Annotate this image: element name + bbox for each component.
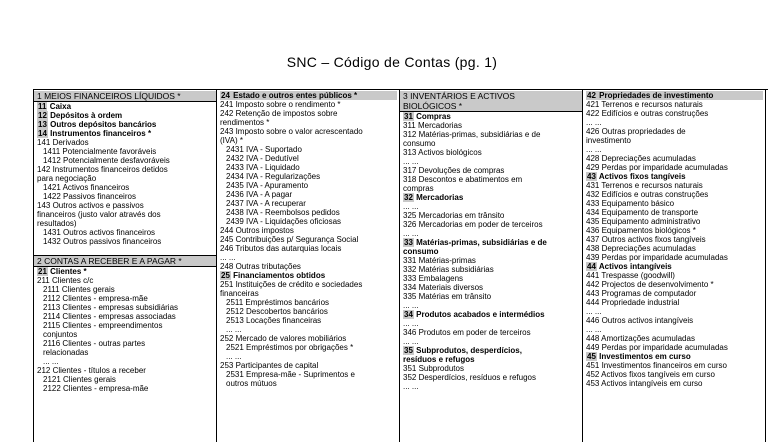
account-line <box>220 208 397 217</box>
account-label: 143 Outros activos e passivos <box>37 201 144 210</box>
account-label: ... ... <box>403 229 419 238</box>
account-label: ... ... <box>586 118 602 127</box>
account-line <box>220 361 397 370</box>
account-label: Mercadorias <box>416 193 464 202</box>
account-label: 335 Matérias em trânsito <box>403 292 492 301</box>
section-heading <box>400 101 582 112</box>
account-label: 332 Matérias subsidiárias <box>403 265 494 274</box>
account-line <box>586 334 763 343</box>
account-number: 34 <box>404 310 413 319</box>
account-line <box>220 334 397 343</box>
account-label: 212 Clientes - títulos a receber <box>37 366 146 375</box>
account-label: 2434 IVA - Regularizações <box>226 172 321 181</box>
account-label: ... ... <box>403 157 419 166</box>
account-line <box>403 229 580 238</box>
account-line <box>403 382 580 391</box>
account-line <box>403 328 580 337</box>
account-line <box>220 307 397 316</box>
account-label: ... ... <box>226 352 242 361</box>
account-number: 21 <box>38 267 47 276</box>
account-line <box>586 226 763 235</box>
account-line <box>220 190 397 199</box>
account-label: 334 Materiais diversos <box>403 283 484 292</box>
account-label: 438 Depreciações acumuladas <box>586 244 696 253</box>
account-label: 245 Contribuições p/ Segurança Social <box>220 235 359 244</box>
account-label: 318 Descontos e abatimentos em <box>403 175 523 184</box>
column-4 <box>583 90 766 442</box>
account-line <box>37 147 214 156</box>
account-line <box>403 166 580 175</box>
account-line <box>220 343 397 352</box>
account-line <box>37 312 214 321</box>
account-label: 2 CONTAS A RECEBER E A PAGAR * <box>37 256 182 266</box>
account-group <box>403 247 580 256</box>
account-label: 2115 Clientes - empreendimentos <box>43 321 163 330</box>
account-line <box>403 175 580 184</box>
section-heading <box>34 255 216 267</box>
account-label: 211 Clientes c/c <box>37 276 94 285</box>
account-label: Instrumentos financeiros * <box>50 129 152 138</box>
account-label: 2122 Clientes - empresa-mãe <box>43 384 149 393</box>
account-number: 14 <box>38 129 47 138</box>
account-line <box>220 352 397 361</box>
account-line <box>586 289 763 298</box>
account-label: Outros depósitos bancários <box>50 120 157 129</box>
account-label: 1421 Activos financeiros <box>43 183 130 192</box>
account-line <box>37 276 214 285</box>
account-label: 434 Equipamento de transporte <box>586 208 699 217</box>
account-label: resíduos e refugos <box>403 355 475 364</box>
account-label: 2436 IVA - A pagar <box>226 190 293 199</box>
account-label: 451 Investimentos financeiros em curso <box>586 361 727 370</box>
account-label: 248 Outras tributações <box>220 262 301 271</box>
account-label: para negociação <box>37 174 97 183</box>
account-label: ... ... <box>220 253 236 262</box>
account-label: 2114 Clientes - empresas associadas <box>43 312 176 321</box>
account-line <box>586 163 763 172</box>
account-label: Clientes * <box>50 267 87 276</box>
account-line <box>220 262 397 271</box>
account-line <box>220 118 397 127</box>
account-number: 12 <box>38 111 47 120</box>
account-group <box>220 91 397 100</box>
account-label: (IVA) * <box>220 136 243 145</box>
account-label: 428 Depreciações acumuladas <box>586 154 696 163</box>
account-number: 13 <box>38 120 47 129</box>
account-label: ... ... <box>43 357 59 366</box>
account-label: 242 Retenção de impostos sobre <box>220 109 338 118</box>
section-heading <box>34 91 216 102</box>
account-label: Depósitos à ordem <box>50 111 123 120</box>
account-label: ... ... <box>403 337 419 346</box>
account-label: 2531 Empresa-mãe - Suprimentos e <box>226 370 355 379</box>
account-label: 2431 IVA - Suportado <box>226 145 302 154</box>
account-label: 2112 Clientes - empresa-mãe <box>43 294 148 303</box>
account-line <box>403 256 580 265</box>
account-line <box>586 127 763 136</box>
account-group <box>403 238 580 247</box>
account-label: 452 Activos fixos tangíveis em curso <box>586 370 715 379</box>
account-line <box>403 139 580 148</box>
account-line <box>37 165 214 174</box>
account-label: 2435 IVA - Apuramento <box>226 181 309 190</box>
account-line <box>586 118 763 127</box>
account-line <box>220 217 397 226</box>
account-number: 45 <box>587 352 596 361</box>
column-3 <box>400 90 583 442</box>
account-label: 429 Perdas por imparidade acumuladas <box>586 163 728 172</box>
account-label: 352 Desperdícios, resíduos e refugos <box>403 373 536 382</box>
account-label: 436 Equipamentos biológicos * <box>586 226 696 235</box>
account-line <box>403 211 580 220</box>
account-number: 25 <box>221 271 230 280</box>
account-line <box>586 361 763 370</box>
account-line <box>586 100 763 109</box>
account-group <box>37 102 214 111</box>
account-label: 2512 Descobertos bancários <box>226 307 328 316</box>
account-line <box>403 220 580 229</box>
account-line <box>220 235 397 244</box>
account-line <box>586 199 763 208</box>
account-line <box>586 154 763 163</box>
account-line <box>403 265 580 274</box>
account-line <box>37 384 214 393</box>
account-label: financeiros (justo valor através dos <box>37 210 161 219</box>
account-label: 253 Participantes de capital <box>220 361 319 370</box>
account-line <box>586 280 763 289</box>
account-line <box>403 157 580 166</box>
account-label: outros mútuos <box>226 379 277 388</box>
account-line <box>37 348 214 357</box>
account-line <box>403 301 580 310</box>
account-label: ... ... <box>403 301 419 310</box>
account-label: 142 Instrumentos financeiros detidos <box>37 165 168 174</box>
account-label: 311 Mercadorias <box>403 121 462 130</box>
account-label: 251 Instituições de crédito e sociedades <box>220 280 363 289</box>
account-label: 446 Outros activos intangíveis <box>586 316 694 325</box>
account-label: 2433 IVA - Liquidado <box>226 163 300 172</box>
account-line <box>586 271 763 280</box>
account-label: 443 Programas de computador <box>586 289 697 298</box>
account-label: relacionadas <box>43 348 89 357</box>
account-line <box>586 325 763 334</box>
account-line <box>403 292 580 301</box>
account-line <box>586 244 763 253</box>
account-line <box>37 219 214 228</box>
account-label: 1422 Passivos financeiros <box>43 192 136 201</box>
account-line <box>586 235 763 244</box>
account-group <box>403 193 580 202</box>
account-label: 2116 Clientes - outras partes <box>43 339 146 348</box>
account-line <box>220 379 397 388</box>
account-label: consumo <box>403 139 436 148</box>
account-group <box>403 310 580 319</box>
account-label: Matérias-primas, subsidiárias e de <box>416 238 547 247</box>
account-label: ... ... <box>586 145 602 154</box>
account-label: 346 Produtos em poder de terceiros <box>403 328 531 337</box>
account-label: 439 Perdas por imparidade acumuladas <box>586 253 728 262</box>
account-line <box>37 375 214 384</box>
account-group <box>586 352 763 361</box>
account-line <box>586 145 763 154</box>
account-line <box>586 298 763 307</box>
account-label: ... ... <box>403 319 419 328</box>
account-label: 2439 IVA - Liquidações oficiosas <box>226 217 342 226</box>
account-label: 312 Matérias-primas, subsidiárias e de <box>403 130 541 139</box>
account-label: 431 Terrenos e recursos naturais <box>586 181 703 190</box>
account-group <box>37 120 214 129</box>
account-number: 31 <box>404 112 413 121</box>
account-label: 325 Mercadorias em trânsito <box>403 211 505 220</box>
account-number: 42 <box>587 91 596 100</box>
account-line <box>403 274 580 283</box>
page-title: SNC – Código de Contas (pg. 1) <box>286 54 498 70</box>
account-label: ... ... <box>226 325 242 334</box>
account-line <box>586 217 763 226</box>
account-line <box>403 319 580 328</box>
account-line <box>220 316 397 325</box>
account-label: 2111 Clientes gerais <box>43 285 115 294</box>
account-line <box>37 237 214 246</box>
account-line <box>220 154 397 163</box>
account-label: 2437 IVA - A recuperar <box>226 199 306 208</box>
account-label: 331 Matérias-primas <box>403 256 476 265</box>
account-label: ... ... <box>403 202 419 211</box>
account-line <box>586 316 763 325</box>
account-label: Activos intangíveis <box>598 262 672 271</box>
account-label: 448 Amortizações acumuladas <box>586 334 695 343</box>
account-label: ... ... <box>586 325 602 334</box>
account-line <box>37 156 214 165</box>
account-label: 3 INVENTÁRIOS E ACTIVOS <box>403 91 515 101</box>
account-line <box>403 130 580 139</box>
account-line <box>37 192 214 201</box>
account-label: consumo <box>403 247 439 256</box>
account-group <box>403 355 580 364</box>
account-line <box>403 364 580 373</box>
account-line <box>220 100 397 109</box>
account-label: resultados) <box>37 219 77 228</box>
account-line <box>37 339 214 348</box>
account-line <box>220 298 397 307</box>
account-label: 1411 Potencialmente favoráveis <box>43 147 157 156</box>
account-number: 33 <box>404 238 413 247</box>
account-line <box>37 183 214 192</box>
account-label: 1412 Potencialmente desfavoráveis <box>43 156 170 165</box>
account-label: 449 Perdas por imparidade acumuladas <box>586 343 728 352</box>
account-line <box>403 148 580 157</box>
account-line <box>220 253 397 262</box>
account-label: Caixa <box>49 102 72 111</box>
account-line <box>220 127 397 136</box>
account-number: 32 <box>404 193 413 202</box>
section-heading <box>400 91 582 101</box>
account-line <box>37 138 214 147</box>
account-line <box>37 330 214 339</box>
account-line <box>220 199 397 208</box>
account-label: Subprodutos, desperdícios, <box>416 346 522 355</box>
account-line <box>403 337 580 346</box>
account-label: Financiamentos obtidos <box>233 271 326 280</box>
account-group <box>37 267 214 276</box>
account-label: ... ... <box>586 307 602 316</box>
account-label: 243 Imposto sobre o valor acrescentado <box>220 127 363 136</box>
account-label: Estado e outros entes públicos * <box>233 91 358 100</box>
account-label: 313 Activos biológicos <box>403 148 482 157</box>
account-label: 422 Edifícios e outras construções <box>586 109 709 118</box>
account-line <box>586 136 763 145</box>
account-label: Compras <box>416 112 451 121</box>
account-line <box>37 285 214 294</box>
account-line <box>37 303 214 312</box>
account-line <box>586 109 763 118</box>
account-label: Activos fixos tangíveis <box>598 172 686 181</box>
account-label: 1431 Outros activos financeiros <box>43 228 156 237</box>
account-label: 246 Tributos das autarquias locais <box>220 244 342 253</box>
account-label: rendimentos * <box>220 118 270 127</box>
account-line <box>220 145 397 154</box>
account-label: 435 Equipamento administrativo <box>586 217 701 226</box>
account-line <box>403 121 580 130</box>
account-label: 421 Terrenos e recursos naturais <box>586 100 703 109</box>
account-line <box>586 343 763 352</box>
account-label: 241 Imposto sobre o rendimento * <box>220 100 341 109</box>
account-label: 444 Propriedade industrial <box>586 298 680 307</box>
account-label: 1 MEIOS FINANCEIROS LÍQUIDOS * <box>37 91 181 101</box>
account-label: 244 Outros impostos <box>220 226 294 235</box>
account-line <box>403 373 580 382</box>
account-label: Investimentos em curso <box>599 352 691 361</box>
account-label: BIOLÓGICOS * <box>403 101 463 111</box>
column-2 <box>217 90 400 442</box>
account-group <box>403 346 580 355</box>
account-line <box>37 228 214 237</box>
account-label: 2432 IVA - Dedutível <box>226 154 299 163</box>
account-line <box>37 366 214 375</box>
account-line <box>403 283 580 292</box>
account-group <box>220 271 397 280</box>
account-line <box>220 244 397 253</box>
account-label: 453 Activos intangíveis em curso <box>586 379 703 388</box>
account-number: 11 <box>38 102 47 111</box>
account-line <box>586 379 763 388</box>
account-label: 432 Edifícios e outras construções <box>586 190 709 199</box>
account-label: 426 Outras propriedades de <box>586 127 686 136</box>
account-number: 43 <box>587 172 596 181</box>
account-label: 2513 Locações financeiras <box>226 316 322 325</box>
account-line <box>37 201 214 210</box>
account-line <box>586 253 763 262</box>
account-number: 24 <box>221 91 230 100</box>
account-line <box>220 289 397 298</box>
account-line <box>586 181 763 190</box>
account-group <box>37 111 214 120</box>
account-label: 433 Equipamento básico <box>586 199 675 208</box>
account-label: 252 Mercado de valores mobiliários <box>220 334 347 343</box>
account-line <box>37 210 214 219</box>
column-1 <box>34 90 217 442</box>
account-label: 326 Mercadorias em poder de terceiros <box>403 220 543 229</box>
account-label: 442 Projectos de desenvolvimento * <box>586 280 714 289</box>
account-line <box>220 181 397 190</box>
account-label: Propriedades de investimento <box>599 91 714 100</box>
account-label: 2521 Empréstimos por obrigações * <box>226 343 354 352</box>
account-line <box>586 370 763 379</box>
account-label: 2113 Clientes - empresas subsidiárias <box>43 303 179 312</box>
account-label: 2511 Empréstimos bancários <box>226 298 330 307</box>
account-number: 35 <box>404 346 413 355</box>
account-label: 437 Outros activos fixos tangíveis <box>586 235 706 244</box>
account-line <box>220 226 397 235</box>
account-line <box>220 370 397 379</box>
account-line <box>220 325 397 334</box>
account-label: 351 Subprodutos <box>403 364 464 373</box>
spacer <box>37 246 214 255</box>
account-line <box>37 294 214 303</box>
account-group <box>586 262 763 271</box>
account-label: financeiras <box>220 289 259 298</box>
account-line <box>403 184 580 193</box>
account-line <box>220 172 397 181</box>
account-label: Produtos acabados e intermédios <box>416 310 545 319</box>
account-label: conjuntos <box>43 330 78 339</box>
account-group <box>37 129 214 138</box>
account-line <box>220 280 397 289</box>
account-line <box>37 357 214 366</box>
account-label: 2438 IVA - Reembolsos pedidos <box>226 208 340 217</box>
account-line <box>37 321 214 330</box>
account-code-table <box>33 89 768 442</box>
account-group <box>586 172 763 181</box>
account-number: 44 <box>587 262 596 271</box>
account-label: 141 Derivados <box>37 138 89 147</box>
account-line <box>586 208 763 217</box>
account-label: 333 Embalagens <box>403 274 464 283</box>
account-label: 441 Trespasse (goodwill) <box>586 271 675 280</box>
account-group <box>586 91 763 100</box>
account-label: 1432 Outros passivos financeiros <box>43 237 162 246</box>
account-line <box>220 109 397 118</box>
account-group <box>403 112 580 121</box>
account-label: 2121 Clientes gerais <box>43 375 116 384</box>
account-line <box>403 202 580 211</box>
account-line <box>586 190 763 199</box>
account-label: investimento <box>586 136 631 145</box>
account-label: 317 Devoluções de compras <box>403 166 505 175</box>
account-label: ... ... <box>403 382 419 391</box>
account-line <box>220 163 397 172</box>
account-line <box>220 136 397 145</box>
account-line <box>586 307 763 316</box>
account-line <box>37 174 214 183</box>
account-label: compras <box>403 184 434 193</box>
